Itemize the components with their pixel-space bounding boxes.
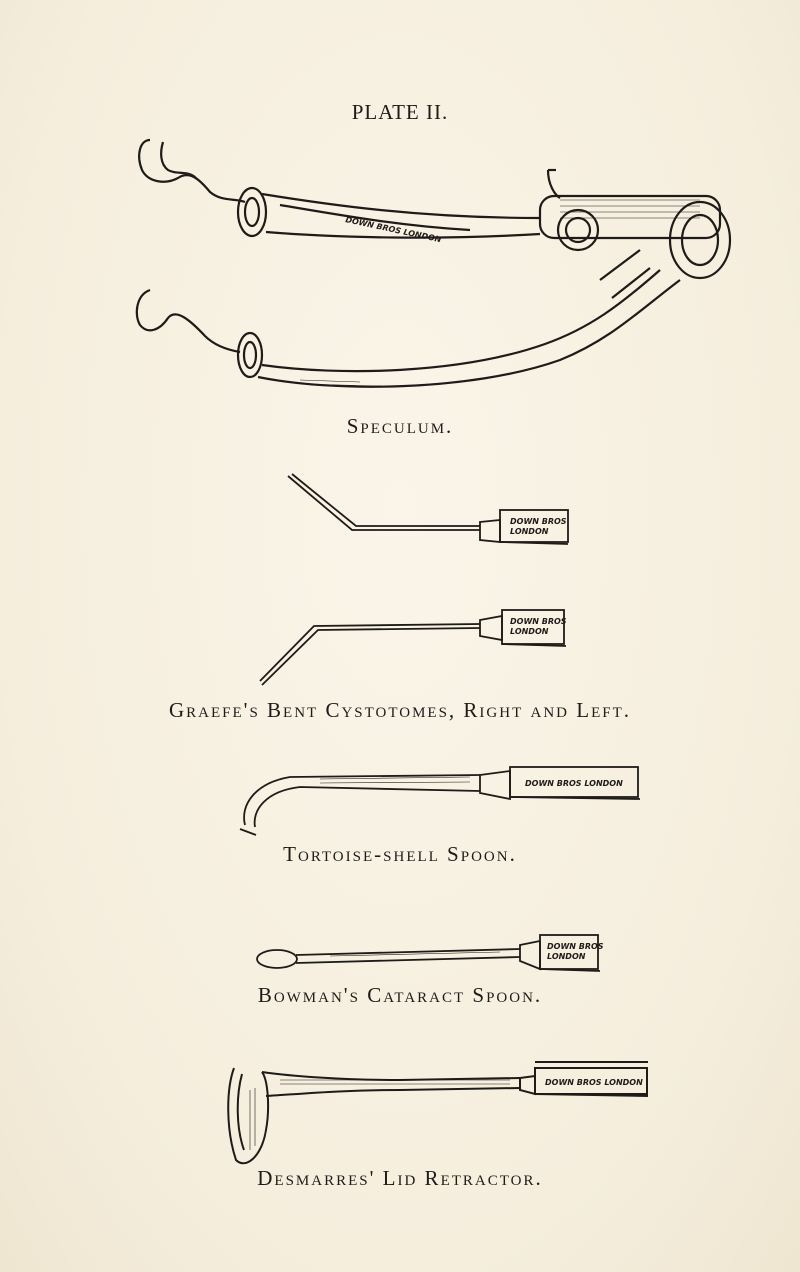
tortoise-spoon-maker-mark: DOWN BROS LONDON [525, 779, 623, 788]
bowman-maker-line1: DOWN BROS [547, 942, 604, 951]
graefe-left-maker-line2: LONDON [510, 627, 549, 636]
graefe-right-maker-line1: DOWN BROS [510, 517, 567, 526]
bowman-spoon-illustration [0, 925, 800, 975]
tortoise-shell-spoon-caption: Tortoise-shell Spoon. [283, 842, 517, 866]
graefe-cystotomes-caption: Graefe's Bent Cystotomes, Right and Left. [168, 698, 631, 722]
plate-title: PLATE II. [351, 100, 449, 124]
graefe-cystotomes-illustration [0, 470, 800, 695]
speculum-illustration [0, 130, 800, 415]
speculum-caption: Speculum. [346, 414, 454, 438]
speculum-maker-mark: DOWN BROS LONDON [344, 215, 443, 245]
bowman-maker-line2: LONDON [547, 952, 586, 961]
tortoise-shell-spoon-illustration [0, 755, 800, 835]
bowman-spoon-caption: Bowman's Cataract Spoon. [257, 983, 543, 1007]
desmarres-retractor-caption: Desmarres' Lid Retractor. [257, 1166, 543, 1190]
graefe-right-maker-line2: LONDON [510, 527, 549, 536]
desmarres-retractor-illustration [0, 1050, 800, 1170]
graefe-left-maker-line1: DOWN BROS [510, 617, 567, 626]
desmarres-maker-mark: DOWN BROS LONDON [545, 1078, 643, 1087]
